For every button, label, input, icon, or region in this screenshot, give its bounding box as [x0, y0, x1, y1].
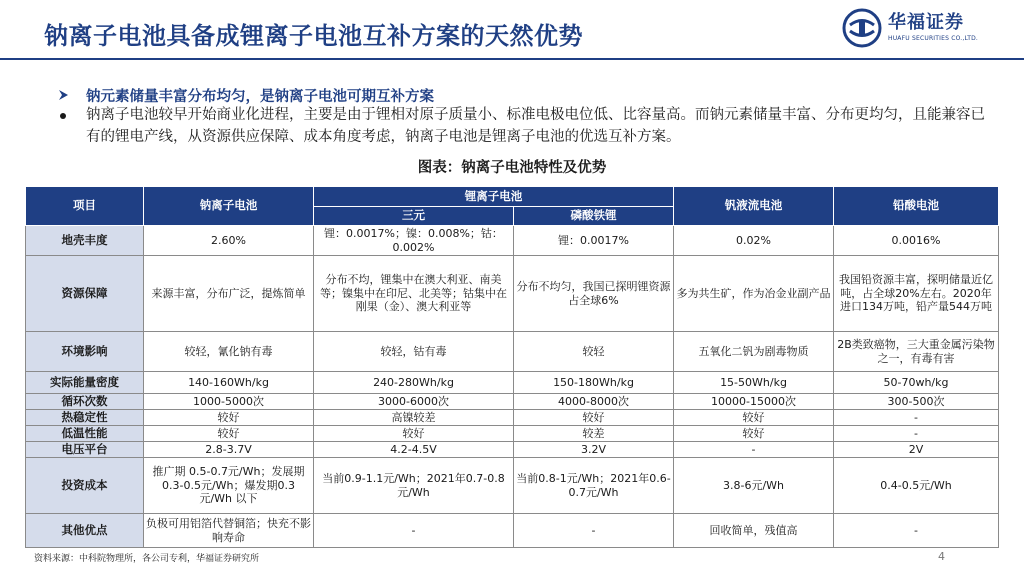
- table-cell: 较好: [674, 426, 834, 442]
- header-lfp: 磷酸铁锂: [514, 207, 674, 226]
- table-cell: 15-50Wh/kg: [674, 372, 834, 394]
- table-cell: 3000-6000次: [314, 394, 514, 410]
- table-cell: 2.60%: [144, 226, 314, 256]
- header-ternary: 三元: [314, 207, 514, 226]
- table-cell: 150-180Wh/kg: [514, 372, 674, 394]
- header-lithium: 锂离子电池: [314, 187, 674, 207]
- table-cell: 2V: [834, 442, 999, 458]
- row-label: 热稳定性: [26, 410, 144, 426]
- table-cell: 负极可用铝箔代替铜箔；快充不影响寿命: [144, 514, 314, 548]
- row-label: 地壳丰度: [26, 226, 144, 256]
- row-label: 低温性能: [26, 426, 144, 442]
- table-cell: 我国铅资源丰富，探明储量近亿吨，占全球20%左右。2020年进口134万吨，铅产量544万吨: [834, 256, 999, 332]
- row-label: 其他优点: [26, 514, 144, 548]
- row-label: 环境影响: [26, 332, 144, 372]
- table-cell: 4.2-4.5V: [314, 442, 514, 458]
- header-item: 项目: [26, 187, 144, 226]
- table-row: [26, 394, 999, 410]
- table-cell: 2B类致癌物，三大重金属污染物之一，有毒有害: [834, 332, 999, 372]
- table-row: [26, 410, 999, 426]
- header-lead: 铅酸电池: [834, 187, 999, 226]
- table-cell: 较轻，钴有毒: [314, 332, 514, 372]
- header-sodium: 钠离子电池: [144, 187, 314, 226]
- table-cell: 3.2V: [514, 442, 674, 458]
- table-cell: 较好: [144, 426, 314, 442]
- table-cell: 锂：0.0017%: [514, 226, 674, 256]
- figure-title: 图表：钠离子电池特性及优势: [417, 160, 607, 176]
- table-cell: -: [514, 514, 674, 548]
- table-row: [26, 226, 999, 256]
- table-cell: 较好: [144, 410, 314, 426]
- table-cell: 来源丰富，分布广泛，提炼简单: [144, 256, 314, 332]
- table-cell: -: [834, 426, 999, 442]
- table-row: [26, 458, 999, 514]
- table-row: [26, 426, 999, 442]
- table-cell: 240-280Wh/kg: [314, 372, 514, 394]
- table-cell: 300-500次: [834, 394, 999, 410]
- table-cell: 较轻: [514, 332, 674, 372]
- table-cell: 0.0016%: [834, 226, 999, 256]
- table-cell: 4000-8000次: [514, 394, 674, 410]
- table-row: [26, 514, 999, 548]
- table-cell: 较好: [314, 426, 514, 442]
- table-row: [26, 256, 999, 332]
- table-cell: 多为共生矿，作为冶金业副产品: [674, 256, 834, 332]
- logo-emblem-icon: [842, 8, 882, 48]
- comparison-table: [25, 186, 999, 548]
- table-cell: 五氧化二钒为剧毒物质: [674, 332, 834, 372]
- table-cell: -: [834, 514, 999, 548]
- bullet-heading: 钠元素储量丰富分布均匀，是钠离子电池可期互补方案: [86, 89, 434, 105]
- table-cell: -: [674, 442, 834, 458]
- table-cell: 当前0.9-1.1元/Wh；2021年0.7-0.8元/Wh: [314, 458, 514, 514]
- table-cell: 较差: [514, 426, 674, 442]
- table-cell: 3.8-6元/Wh: [674, 458, 834, 514]
- dot-bullet-icon: [60, 113, 66, 119]
- page-number: 4: [938, 550, 945, 563]
- table-cell: 分布不均匀，我国已探明锂资源占全球6%: [514, 256, 674, 332]
- logo-chinese-name: 华福证券: [888, 12, 964, 33]
- row-label: 实际能量密度: [26, 372, 144, 394]
- table-cell: 推广期 0.5-0.7元/Wh；发展期0.3-0.5元/Wh；爆发期0.3元/Wh 以下: [144, 458, 314, 514]
- row-label: 资源保障: [26, 256, 144, 332]
- table-row: [26, 372, 999, 394]
- table-cell: -: [834, 410, 999, 426]
- table-cell: 当前0.8-1元/Wh；2021年0.6-0.7元/Wh: [514, 458, 674, 514]
- table-cell: 140-160Wh/kg: [144, 372, 314, 394]
- table-cell: 10000-15000次: [674, 394, 834, 410]
- body-paragraph: 钠离子电池较早开始商业化进程，主要是由于锂相对原子质量小、标准电极电位低、比容量高。而钠元素储量丰富、分布更均匀，且能兼容已有的锂电产线，从资源供应保障、成本角度考虑，钠离子电池是锂离子电池的优选互补方案。: [86, 107, 985, 145]
- page-title: 钠离子电池具备成锂离子电池互补方案的天然优势: [44, 22, 583, 50]
- row-label: 循环次数: [26, 394, 144, 410]
- header-vanadium: 钒液流电池: [674, 187, 834, 226]
- title-divider: [0, 58, 1024, 60]
- table-row: [26, 442, 999, 458]
- table-cell: 较好: [674, 410, 834, 426]
- table-cell: 高镍较差: [314, 410, 514, 426]
- table-cell: 50-70wh/kg: [834, 372, 999, 394]
- arrow-bullet-icon: [58, 89, 70, 101]
- table-cell: 回收简单，残值高: [674, 514, 834, 548]
- table-cell: 0.02%: [674, 226, 834, 256]
- row-label: 电压平台: [26, 442, 144, 458]
- source-note: 资料来源：中科院物理所，各公司专利，华福证券研究所: [34, 554, 260, 564]
- table-cell: 2.8-3.7V: [144, 442, 314, 458]
- table-row: [26, 332, 999, 372]
- table-cell: 锂：0.0017%；镍：0.008%；钴：0.002%: [314, 226, 514, 256]
- table-cell: 较轻，氰化钠有毒: [144, 332, 314, 372]
- table-cell: 分布不均，锂集中在澳大利亚、南美等；镍集中在印尼、北美等；钴集中在刚果（金）、澳大利亚等: [314, 256, 514, 332]
- table-cell: 较好: [514, 410, 674, 426]
- row-label: 投资成本: [26, 458, 144, 514]
- table-cell: -: [314, 514, 514, 548]
- company-logo: [842, 8, 1012, 48]
- table-cell: 1000-5000次: [144, 394, 314, 410]
- table-cell: 0.4-0.5元/Wh: [834, 458, 999, 514]
- logo-english-name: HUAFU SECURITIES CO.,LTD.: [888, 35, 979, 42]
